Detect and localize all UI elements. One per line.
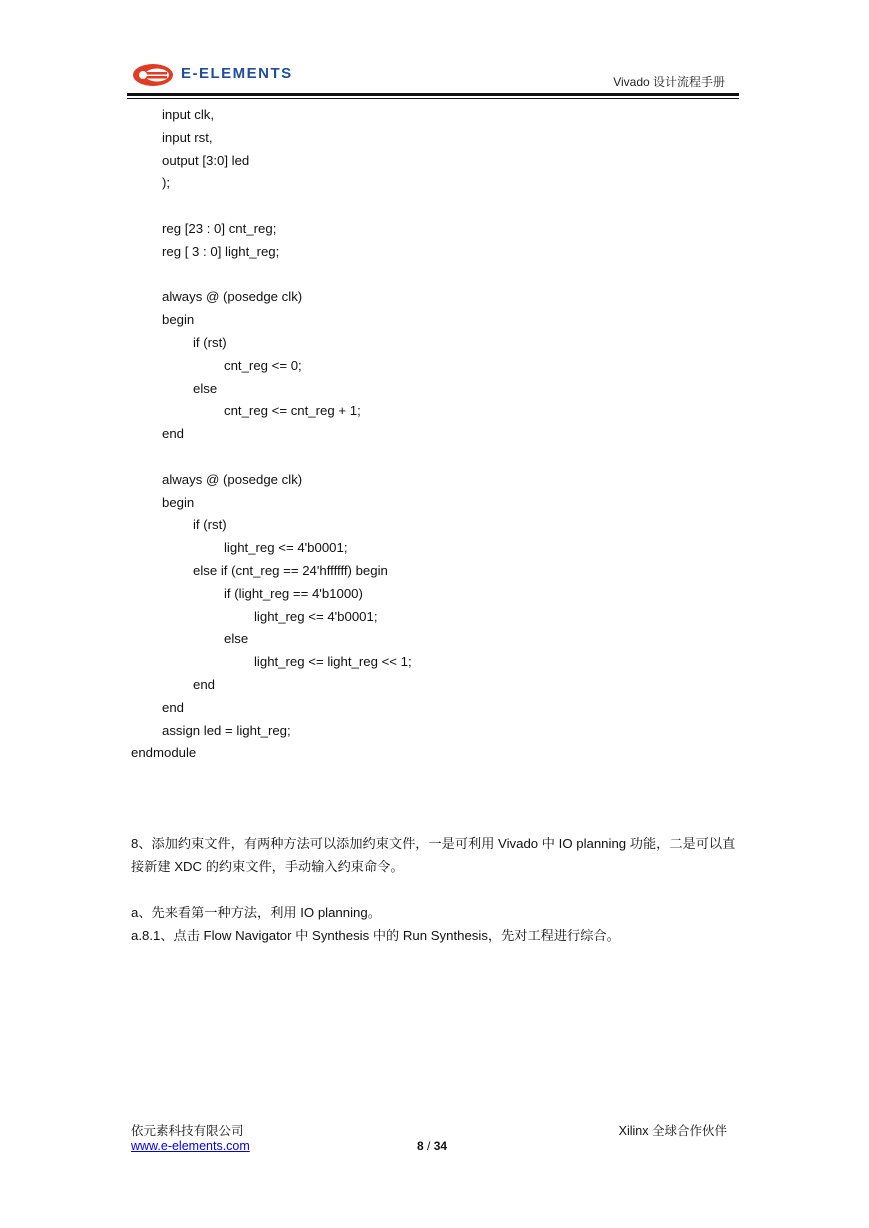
page-separator: / [427,1139,431,1153]
code-line: assign led = light_reg; [162,722,291,738]
e-elements-logo-icon [131,62,179,88]
footer-company: 依元素科技有限公司 [131,1124,244,1138]
company-logo [131,62,311,88]
step-a-paragraph: a、先来看第一种方法，利用 IO planning。 [131,905,381,920]
header-rule-thin [127,98,739,99]
code-line [0,446,869,469]
code-line [0,195,869,218]
code-line: endmodule [131,745,197,761]
code-line: if (light_reg == 4'b1000) [224,585,363,601]
code-line [0,264,869,287]
footer-website-link[interactable]: www.e-elements.com [131,1139,250,1153]
code-line: light_reg <= 4'b0001; [224,540,348,556]
header-title: Vivado 设计流程手册 [613,75,725,89]
header-rule-thick [127,93,739,96]
code-line: always @ (posedge clk) [162,289,303,305]
code-line: if (rst) [193,334,227,350]
page-number [417,1139,447,1153]
code-line: else [224,631,249,647]
logo-text: E-ELEMENTS [181,65,293,82]
code-line: reg [ 3 : 0] light_reg; [162,243,280,259]
code-line: cnt_reg <= 0; [224,357,302,373]
code-line: reg [23 : 0] cnt_reg; [162,220,277,236]
code-line: ); [162,175,171,191]
code-line: light_reg <= 4'b0001; [254,608,378,624]
code-line: else [193,380,218,396]
code-line: begin [162,312,195,328]
code-line: else if (cnt_reg == 24'hffffff) begin [193,562,388,578]
step-a81-paragraph: a.8.1、点击 Flow Navigator 中 Synthesis 中的 Run Synthesis，先对工程进行综合。 [131,928,620,943]
page-current: 8 [417,1139,424,1153]
verilog-code-listing [0,104,869,765]
code-line: end [193,676,216,692]
code-line: begin [162,494,195,510]
code-line: input rst, [162,129,213,145]
code-line: end [162,699,185,715]
page-total: 34 [433,1139,448,1153]
code-line: end [162,426,185,442]
code-line: input clk, [162,107,215,122]
step-8-paragraph: 8、添加约束文件，有两种方法可以添加约束文件，一是可利用 Vivado 中 IO planning 功能，二是可以直接新建 XDC 的约束文件，手动输入约束命令。 [131,836,736,874]
code-line: light_reg <= light_reg << 1; [254,654,412,670]
code-line: output [3:0] led [162,152,250,168]
code-line: always @ (posedge clk) [162,471,303,487]
code-line: if (rst) [193,517,227,533]
footer-partner: Xilinx 全球合作伙伴 [618,1124,727,1138]
code-line: cnt_reg <= cnt_reg + 1; [224,403,361,419]
